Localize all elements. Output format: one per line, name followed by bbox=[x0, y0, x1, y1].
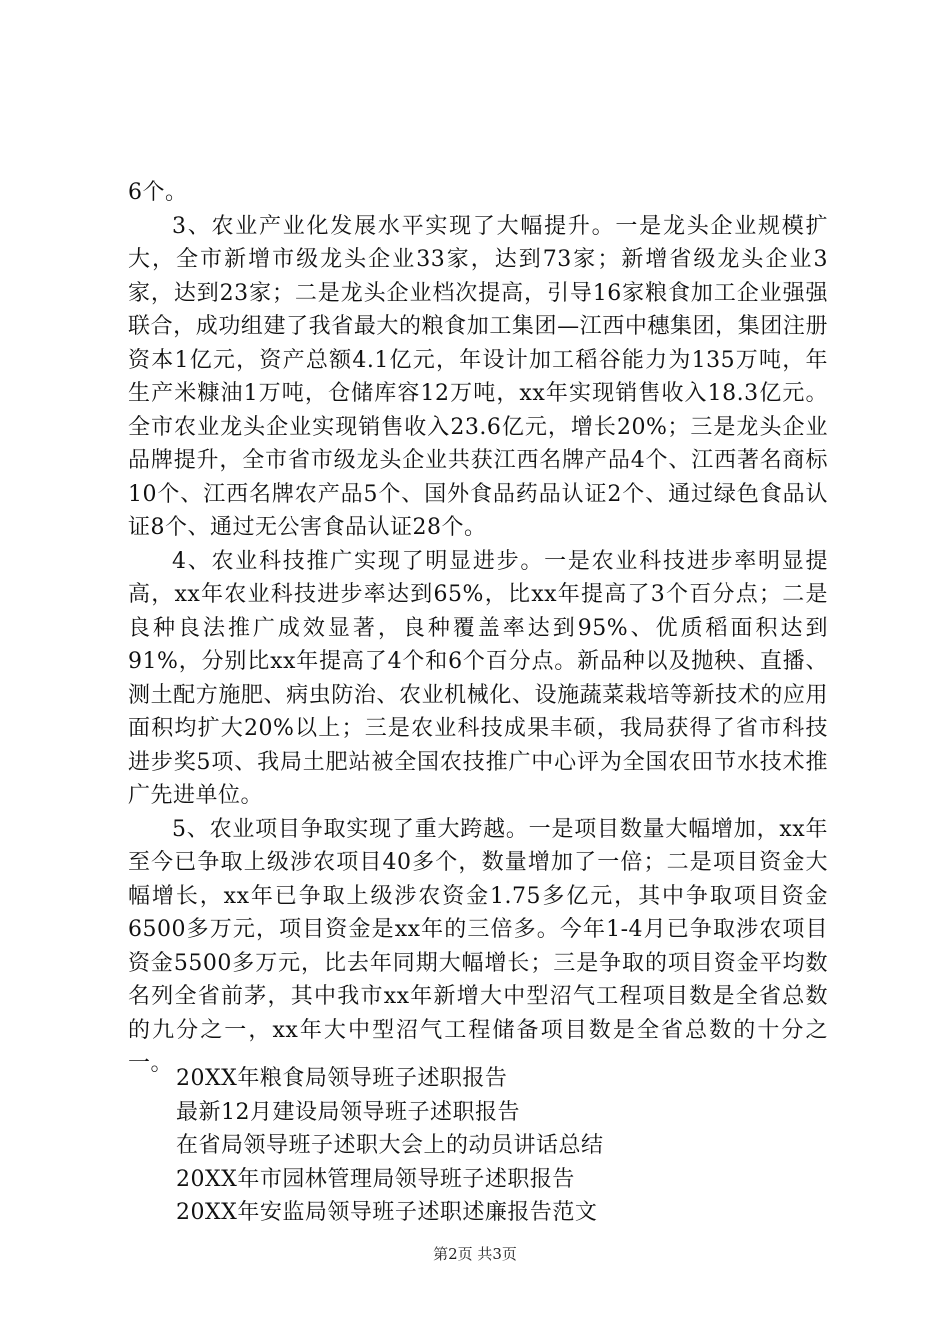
related-link-garden-bureau[interactable]: 20XX年市园林管理局领导班子述职报告 bbox=[176, 1166, 575, 1192]
related-link-safety-bureau[interactable]: 20XX年安监局领导班子述职述廉报告范文 bbox=[176, 1200, 598, 1225]
related-link-grain-bureau[interactable]: 20XX年粮食局领导班子述职报告 bbox=[176, 1066, 508, 1091]
related-link-mobilization-speech[interactable]: 在省局领导班子述职大会上的动员讲话总结 bbox=[176, 1133, 604, 1158]
page-number-footer: 第2页 共3页 bbox=[433, 1245, 517, 1263]
document-body bbox=[128, 176, 828, 1081]
paragraph-industrialization: 3、农业产业化发展水平实现了大幅提升。一是龙头企业规模扩大，全市新增市级龙头企业33家，达到73家；新增省级龙头企业3家，达到23家；二是龙头企业档次提高，引导16家粮食加工企业强强联合，成功组建了我省最大的粮食加工集团—江西中穗集团，集团注册资本1亿元，资产总额4.1亿元，年设计加工稻谷能力为135万吨，年生产米糠油1万吨，仓储库容12万吨，xx年实现销售收入18.3亿元。全市农业龙头企业实现销售收入23.6亿元，增长20%；三是龙头企业品牌提升，全市省市级龙头企业共获江西名牌产品4个、江西著名商标10个、江西名牌农产品5个、国外食品药品认证2个、通过绿色食品认证8个、通过无公害食品认证28个。 bbox=[128, 213, 828, 540]
paragraph-projects: 5、农业项目争取实现了重大跨越。一是项目数量大幅增加，xx年至今已争取上级涉农项目40多个，数量增加了一倍；二是项目资金大幅增长，xx年已争取上级涉农资金1.75多亿元，其中争取项目资金6500多万元，项目资金是xx年的三倍多。今年1-4月已争取涉农项目资金5500多万元，比去年同期大幅增长；三是争取的项目资金平均数名列全省前茅，其中我市xx年新增大中型沼气工程项目数是全省总数的九分之一，xx年大中型沼气工程储备项目数是全省总数的十分之一。 bbox=[128, 816, 828, 1076]
related-link-construction-bureau[interactable]: 最新12月建设局领导班子述职报告 bbox=[176, 1099, 520, 1125]
paragraph-technology: 4、农业科技推广实现了明显进步。一是农业科技进步率明显提高，xx年农业科技进步率达到65%，比xx年提高了3个百分点；二是良种良法推广成效显著，良种覆盖率达到95%、优质稻面积达到91%，分别比xx年提高了4个和6个百分点。新品种以及抛秧、直播、测土配方施肥、病虫防治、农业机械化、设施蔬菜栽培等新技术的应用面积均扩大20%以上；三是农业科技成果丰硕，我局获得了省市科技进步奖5项、我局土肥站被全国农技推广中心评为全国农田节水技术推广先进单位。 bbox=[128, 548, 828, 808]
paragraph-continuation: 6个。 bbox=[128, 180, 188, 205]
related-links-list bbox=[176, 1062, 816, 1230]
